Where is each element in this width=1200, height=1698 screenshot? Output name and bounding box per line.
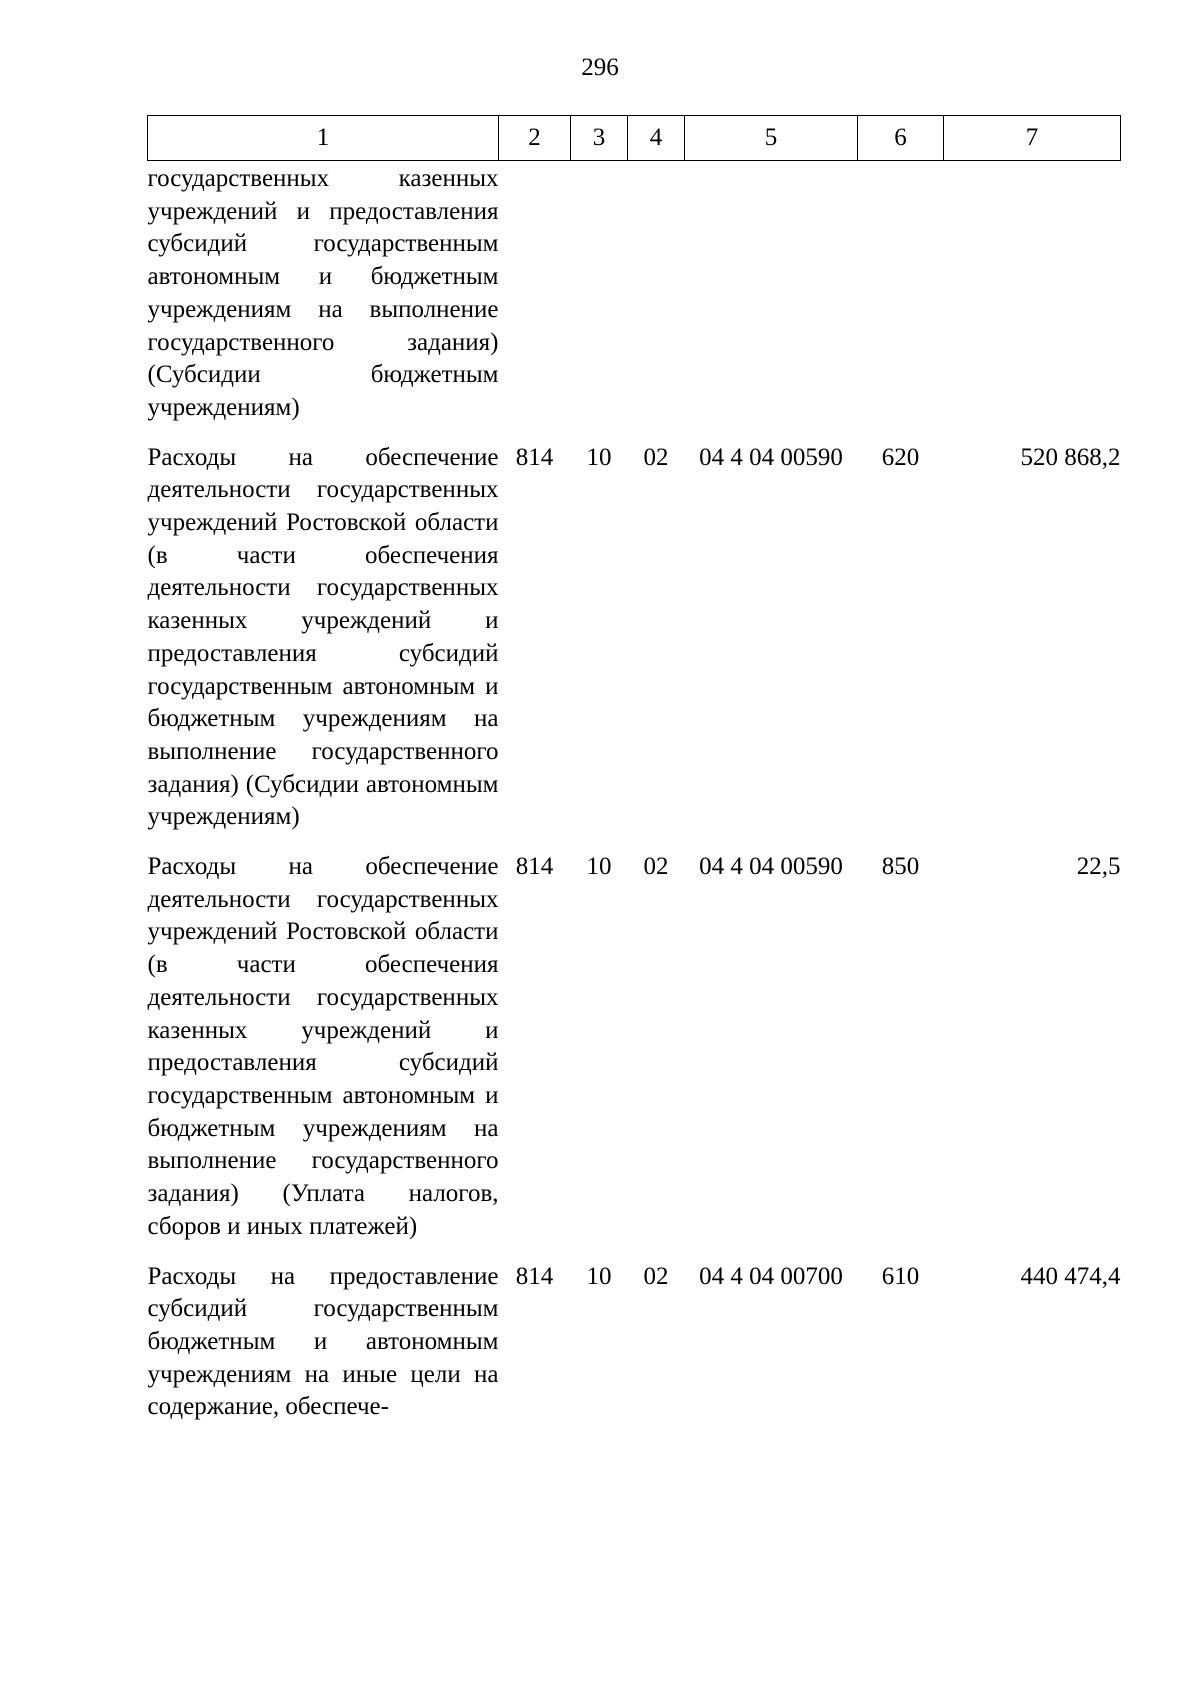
row-target-code [685,161,858,437]
row-section-code [571,161,628,437]
row-expense-type-code: 850 [881,853,920,881]
column-header-2: 2 [499,116,571,161]
row-ministry-code [499,161,571,437]
row-section-code: 10 [586,853,612,881]
table-row [148,846,1121,1255]
header-row [148,116,1121,161]
row-subsection-code [628,161,685,437]
column-header-6: 6 [858,116,944,161]
row-amount: 520 868,2 [1020,443,1121,471]
row-ministry-code: 814 [515,1262,554,1290]
row-section-code: 10 [586,443,612,471]
row-expense-type-code: 610 [881,1262,920,1290]
row-subsection-code: 02 [643,443,669,471]
row-subsection-code: 02 [643,853,669,881]
column-header-7: 7 [944,116,1121,161]
row-target-code: 04 4 04 00700 [699,1262,843,1290]
row-description: Расходы на предоставление субсидий государственным бюджетным и автономным учреждениям на иные цели на содержание, обеспече- [147,1262,499,1421]
budget-table [147,115,1121,1436]
table-row [148,437,1121,846]
row-subsection-code: 02 [643,1262,669,1290]
row-amount: 440 474,4 [1020,1262,1121,1290]
row-description: Расходы на обеспечение деятельности государственных учреждений Ростовской области (в части обеспечения деятельности государственных казенных учреждений и предоставления субсидий государственным автономным и бюджетным учреждениям на выполнение государственного задания) (Уплата налогов, сборов и иных платежей) [147,853,499,1240]
row-description: государственных казенных учреждений и предоставления субсидий государственным автономным и бюджетным учреждениям на выполнение государственного задания) (Субсидии бюджетным учреждениям) [147,165,499,421]
row-target-code: 04 4 04 00590 [699,853,843,881]
row-amount [944,161,1121,437]
row-description: Расходы на обеспечение деятельности государственных учреждений Ростовской области (в части обеспечения деятельности государственных казенных учреждений и предоставления субсидий государственным автономным и бюджетным учреждениям на выполнение государственного задания) (Субсидии автономным учреждениям) [147,443,499,831]
row-ministry-code: 814 [515,443,554,471]
column-header-1: 1 [148,116,499,161]
row-ministry-code: 814 [515,853,554,881]
column-header-4: 4 [628,116,685,161]
row-expense-type-code: 620 [881,443,920,471]
page-number: 296 [581,54,619,81]
column-header-5: 5 [685,116,858,161]
row-section-code: 10 [586,1262,612,1290]
row-target-code: 04 4 04 00590 [699,443,843,471]
column-header-3: 3 [571,116,628,161]
row-amount: 22,5 [1076,853,1121,881]
row-expense-type-code [858,161,944,437]
table-row [148,161,1121,437]
table-row [148,1256,1121,1437]
